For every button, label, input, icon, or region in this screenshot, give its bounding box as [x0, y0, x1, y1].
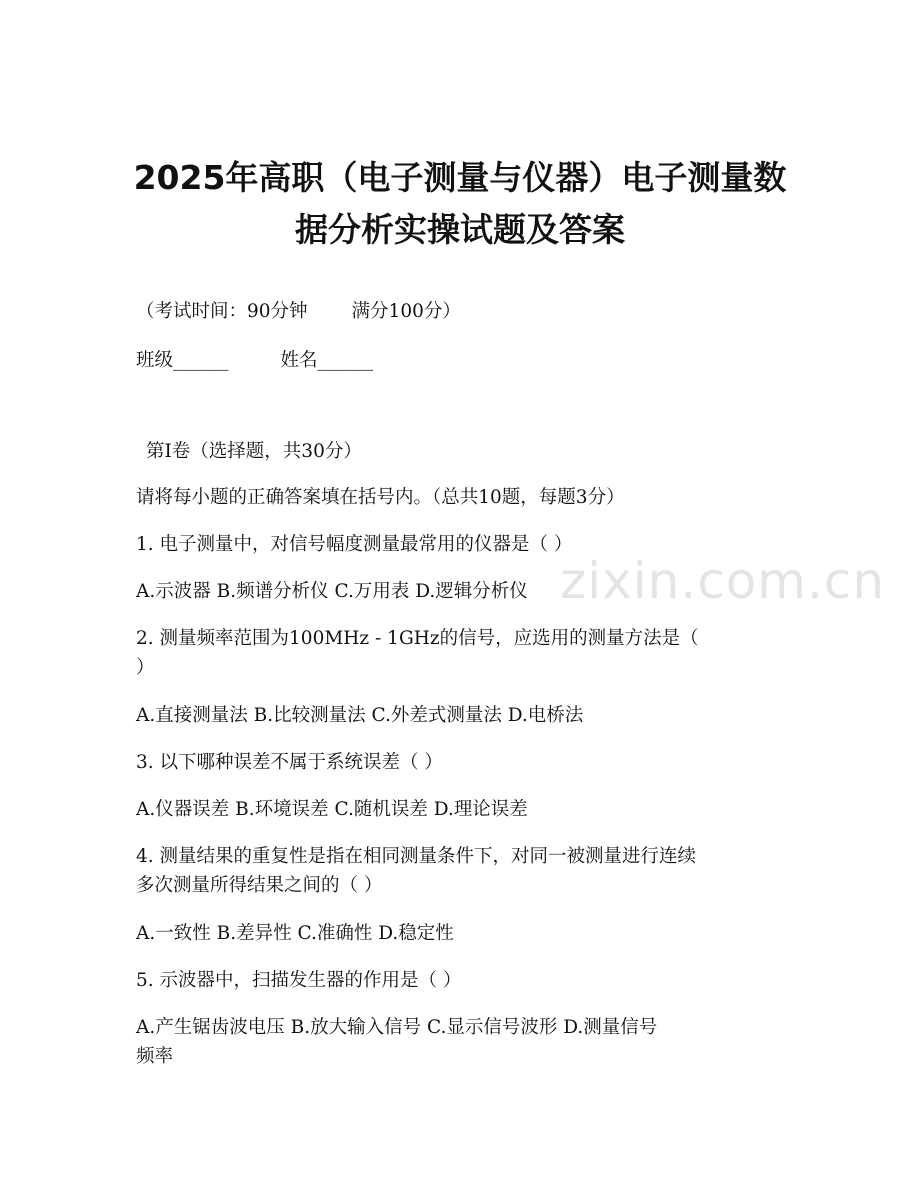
watermark: zixin.com.cn: [560, 552, 886, 610]
question-5-stem: 5. 示波器中，扫描发生器的作用是（ ）: [136, 970, 462, 991]
question-5-options-line-2: 频率: [136, 1046, 174, 1067]
title-line-2: 据分析实操试题及答案: [295, 210, 625, 249]
question-2-options: A.直接测量法 B.比较测量法 C.外差式测量法 D.电桥法: [136, 705, 584, 726]
question-5-options-line-1: A.产生锯齿波电压 B.放大输入信号 C.显示信号波形 D.测量信号: [136, 1017, 658, 1038]
title-line-1: 2025年高职（电子测量与仪器）电子测量数: [133, 158, 787, 197]
question-3-options: A.仪器误差 B.环境误差 C.随机误差 D.理论误差: [136, 799, 528, 820]
question-4-stem-line-2: 多次测量所得结果之间的（ ）: [136, 875, 383, 896]
exam-info: [136, 298, 796, 326]
name-field: 姓名______: [280, 350, 374, 371]
exam-score: 满分100分）: [351, 301, 461, 322]
section-instruction: 请将每小题的正确答案填在括号内。（总共10题，每题3分）: [136, 487, 625, 508]
document-title: [100, 152, 820, 256]
question-4-stem-line-1: 4. 测量结果的重复性是指在相同测量条件下，对同一被测量进行连续: [136, 846, 697, 867]
question-4-options: A.一致性 B.差异性 C.准确性 D.稳定性: [136, 923, 454, 944]
question-3-stem: 3. 以下哪种误差不属于系统误差（ ）: [136, 752, 443, 773]
question-1-stem: 1. 电子测量中，对信号幅度测量最常用的仪器是（ ）: [136, 534, 573, 555]
student-fields: [136, 347, 796, 375]
question-2-stem-line-1: 2. 测量频率范围为100MHz - 1GHz的信号，应选用的测量方法是（: [136, 628, 699, 649]
question-1-options: A.示波器 B.频谱分析仪 C.万用表 D.逻辑分析仪: [136, 581, 528, 602]
section-heading: 第Ⅰ卷（选择题，共30分）: [146, 441, 362, 462]
question-2-stem-line-2: ）: [136, 657, 155, 678]
exam-time: （考试时间：90分钟: [136, 301, 308, 322]
class-field: 班级______: [136, 350, 229, 371]
